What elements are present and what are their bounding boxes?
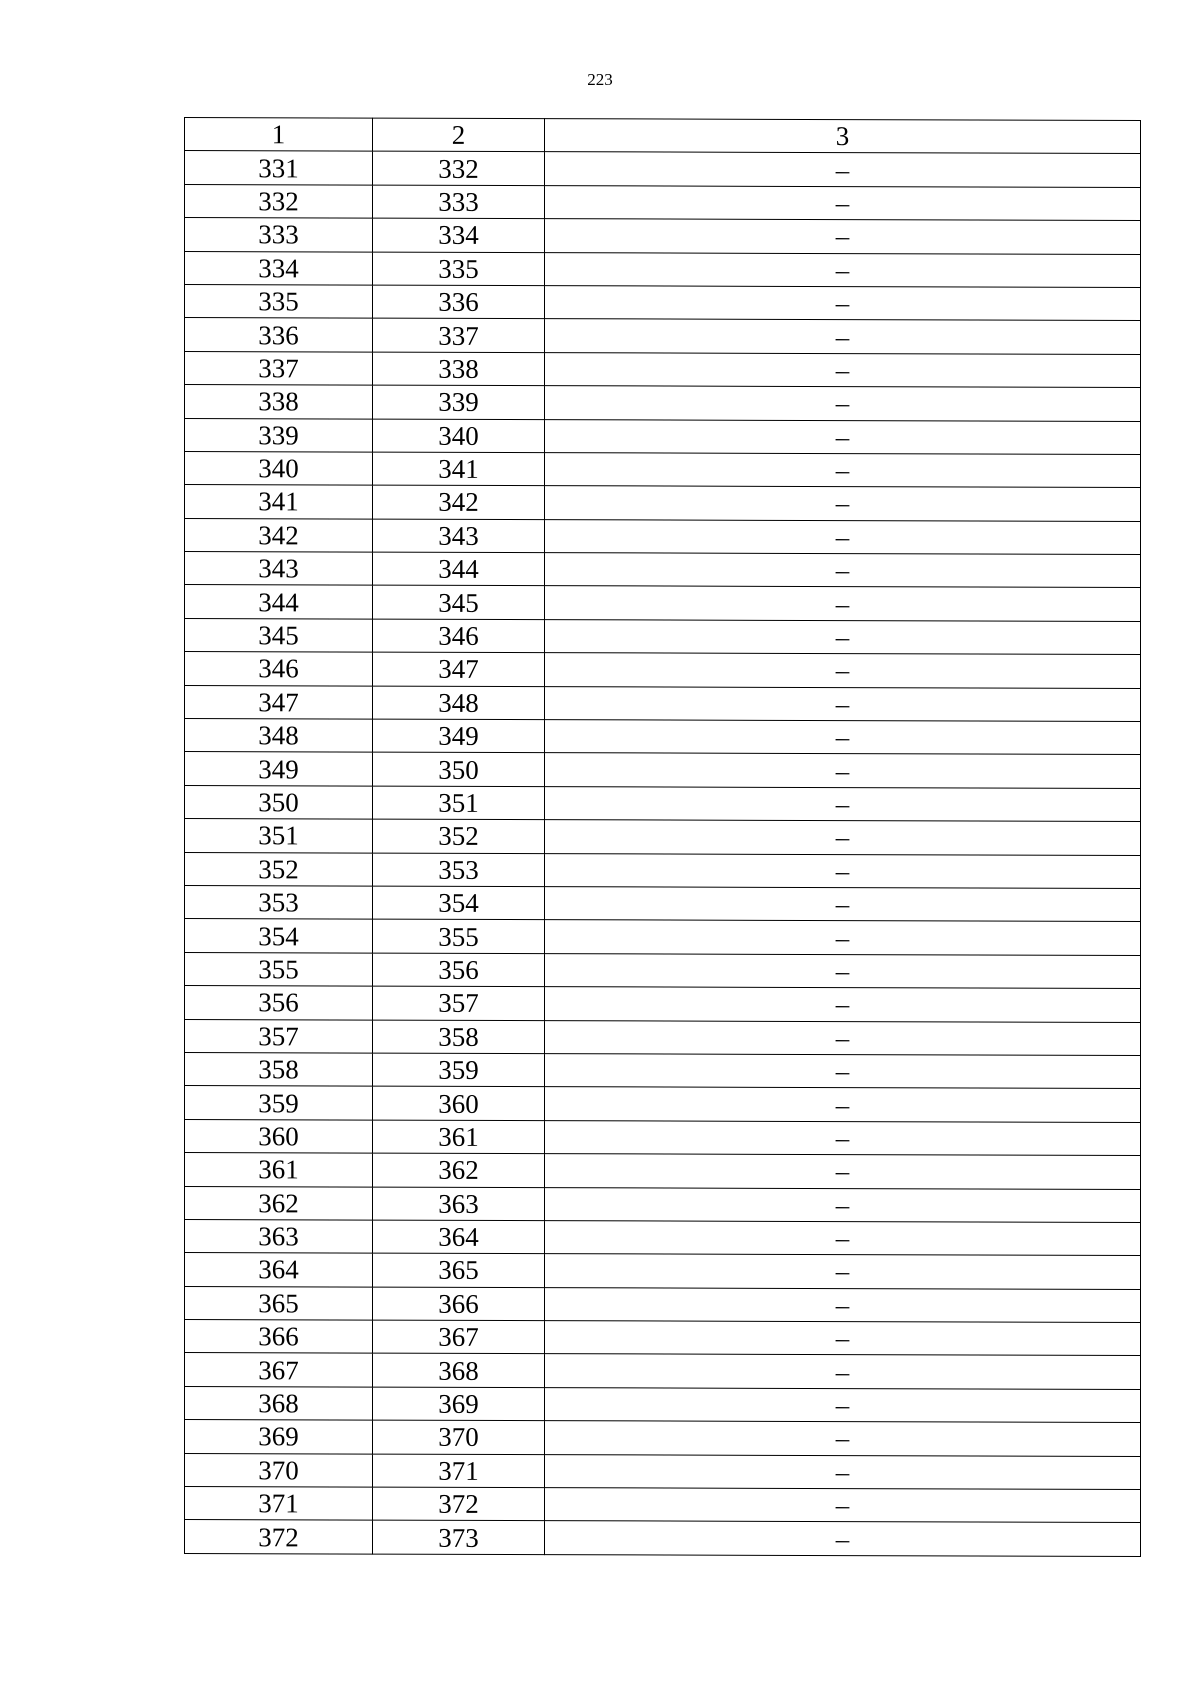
table-cell-col-1: 359 [185,1086,373,1120]
table-row [185,1320,1141,1356]
table-cell-col-3: – [545,1154,1141,1189]
table-cell-col-1: 368 [185,1386,373,1420]
table-cell-col-3: – [545,820,1141,855]
table-cell-col-2: 361 [373,1120,545,1154]
table-cell-col-3: – [545,219,1141,254]
table-cell-col-2: 346 [373,619,545,653]
table-cell-col-1: 353 [185,885,373,919]
table-cell-col-3: – [545,553,1141,588]
table-row [185,1487,1141,1523]
table-cell-col-3: – [545,1287,1141,1322]
table-cell-col-1: 367 [185,1353,373,1387]
table-cell-col-2: 345 [373,586,545,620]
table-cell-col-2: 354 [373,886,545,920]
table-cell-col-1: 364 [185,1253,373,1287]
table-cell-col-2: 371 [373,1454,545,1488]
header-cell-1: 1 [185,118,373,152]
table-cell-col-1: 366 [185,1320,373,1354]
table-row [185,785,1141,821]
table-cell-col-1: 331 [185,151,373,185]
table-row [185,1253,1141,1289]
table-cell-col-2: 357 [373,986,545,1020]
table-cell-col-2: 341 [373,452,545,486]
table-cell-col-3: – [545,653,1141,688]
header-cell-3: 3 [545,119,1141,154]
table-row [185,1420,1141,1456]
table-cell-col-3: – [545,987,1141,1022]
table-cell-col-2: 356 [373,953,545,987]
table-cell-col-2: 368 [373,1354,545,1388]
table-cell-col-2: 365 [373,1253,545,1287]
table-cell-col-3: – [545,920,1141,955]
table-cell-col-3: – [545,753,1141,788]
table-cell-col-2: 335 [373,252,545,286]
table-cell-col-2: 342 [373,485,545,519]
table-cell-col-3: – [545,419,1141,454]
table-row [185,552,1141,588]
table-cell-col-1: 356 [185,986,373,1020]
table-cell-col-1: 351 [185,819,373,853]
table-row [185,1086,1141,1122]
table-row [185,184,1141,220]
table-cell-col-2: 372 [373,1487,545,1521]
table-cell-col-3: – [545,185,1141,220]
table-cell-col-1: 343 [185,552,373,586]
table-cell-col-1: 336 [185,318,373,352]
table-cell-col-3: – [545,1354,1141,1389]
table-body [185,118,1141,1557]
table-cell-col-1: 363 [185,1219,373,1253]
table-cell-col-3: – [545,853,1141,888]
table-row [185,652,1141,688]
table-row [185,385,1141,421]
table-cell-col-3: – [545,953,1141,988]
table-cell-col-3: – [545,486,1141,521]
table-cell-col-1: 361 [185,1153,373,1187]
table-cell-col-1: 371 [185,1487,373,1521]
table-cell-col-2: 355 [373,919,545,953]
table-cell-col-2: 358 [373,1020,545,1054]
table-cell-col-3: – [545,720,1141,755]
table-cell-col-3: – [545,1254,1141,1289]
table-cell-col-3: – [545,453,1141,488]
table-cell-col-2: 343 [373,519,545,553]
table-cell-col-2: 370 [373,1420,545,1454]
table-cell-col-3: – [545,619,1141,654]
table-cell-col-2: 364 [373,1220,545,1254]
table-cell-col-3: – [545,1488,1141,1523]
table-row [185,318,1141,354]
table-cell-col-2: 362 [373,1153,545,1187]
table-row [185,1386,1141,1422]
table-cell-col-3: – [545,1421,1141,1456]
table-cell-col-3: – [545,1321,1141,1356]
table-cell-col-3: – [545,1054,1141,1089]
table-row [185,1286,1141,1322]
table-cell-col-2: 369 [373,1387,545,1421]
table-cell-col-1: 349 [185,752,373,786]
table-row [185,1052,1141,1088]
table-cell-col-3: – [545,1087,1141,1122]
table-cell-col-3: – [545,1187,1141,1222]
table-header-row [185,118,1141,154]
table-cell-col-3: – [545,786,1141,821]
table-cell-col-3: – [545,252,1141,287]
table-cell-col-3: – [545,519,1141,554]
table-row [185,151,1141,187]
table-cell-col-3: – [545,1120,1141,1155]
table-cell-col-1: 338 [185,385,373,419]
table-cell-col-2: 348 [373,686,545,720]
table-cell-col-3: – [545,1221,1141,1256]
table-cell-col-1: 362 [185,1186,373,1220]
table-cell-col-1: 347 [185,685,373,719]
table-row [185,585,1141,621]
table-cell-col-1: 345 [185,618,373,652]
table-cell-col-3: – [545,1454,1141,1489]
table-cell-col-3: – [545,1521,1141,1556]
table-row [185,518,1141,554]
table-cell-col-1: 342 [185,518,373,552]
table-cell-col-3: – [545,319,1141,354]
table-cell-col-1: 337 [185,351,373,385]
table-row [185,986,1141,1022]
table-cell-col-1: 341 [185,485,373,519]
table-row [185,218,1141,254]
table-cell-col-1: 355 [185,952,373,986]
page-number: 223 [587,70,613,89]
table-row [185,1119,1141,1155]
table-cell-col-2: 344 [373,552,545,586]
table-row [185,351,1141,387]
table-row [185,618,1141,654]
table-cell-col-2: 336 [373,285,545,319]
data-table-container [184,117,1141,1557]
table-cell-col-3: – [545,1387,1141,1422]
table-row [185,1520,1141,1556]
table-row [185,284,1141,320]
table-cell-col-2: 353 [373,853,545,887]
table-row [185,1453,1141,1489]
table-cell-col-2: 333 [373,185,545,219]
table-cell-col-1: 348 [185,719,373,753]
table-cell-col-2: 340 [373,419,545,453]
table-cell-col-1: 350 [185,785,373,819]
data-table [184,117,1141,1557]
table-cell-col-1: 339 [185,418,373,452]
table-row [185,451,1141,487]
table-cell-col-2: 338 [373,352,545,386]
table-cell-col-2: 349 [373,719,545,753]
table-row [185,952,1141,988]
table-cell-col-2: 350 [373,753,545,787]
table-row [185,752,1141,788]
table-cell-col-1: 340 [185,451,373,485]
table-cell-col-2: 360 [373,1086,545,1120]
table-row [185,852,1141,888]
table-cell-col-1: 372 [185,1520,373,1554]
table-cell-col-3: – [545,286,1141,321]
table-cell-col-2: 351 [373,786,545,820]
table-cell-col-2: 337 [373,318,545,352]
table-cell-col-3: – [545,386,1141,421]
table-cell-col-2: 367 [373,1320,545,1354]
table-row [185,685,1141,721]
table-cell-col-3: – [545,1020,1141,1055]
table-cell-col-2: 359 [373,1053,545,1087]
table-row [185,919,1141,955]
table-cell-col-1: 354 [185,919,373,953]
table-cell-col-2: 339 [373,385,545,419]
table-cell-col-2: 363 [373,1187,545,1221]
table-row [185,251,1141,287]
table-cell-col-1: 365 [185,1286,373,1320]
table-row [185,418,1141,454]
table-cell-col-1: 352 [185,852,373,886]
table-cell-col-1: 332 [185,184,373,218]
table-cell-col-1: 370 [185,1453,373,1487]
table-cell-col-3: – [545,586,1141,621]
table-row [185,819,1141,855]
table-row [185,1186,1141,1222]
table-cell-col-1: 357 [185,1019,373,1053]
table-cell-col-1: 346 [185,652,373,686]
table-cell-col-2: 332 [373,151,545,185]
table-cell-col-3: – [545,887,1141,922]
table-row [185,1219,1141,1255]
header-cell-2: 2 [373,118,545,152]
table-row [185,885,1141,921]
table-cell-col-2: 373 [373,1520,545,1554]
table-cell-col-3: – [545,152,1141,187]
table-cell-col-2: 347 [373,652,545,686]
table-row [185,485,1141,521]
table-cell-col-1: 369 [185,1420,373,1454]
table-cell-col-1: 335 [185,284,373,318]
table-cell-col-1: 360 [185,1119,373,1153]
table-cell-col-1: 333 [185,218,373,252]
table-cell-col-3: – [545,352,1141,387]
table-row [185,1353,1141,1389]
table-row [185,1019,1141,1055]
table-cell-col-2: 334 [373,218,545,252]
table-row [185,1153,1141,1189]
table-cell-col-3: – [545,686,1141,721]
table-cell-col-2: 352 [373,819,545,853]
table-cell-col-2: 366 [373,1287,545,1321]
table-row [185,719,1141,755]
table-cell-col-1: 358 [185,1052,373,1086]
table-cell-col-1: 344 [185,585,373,619]
table-cell-col-1: 334 [185,251,373,285]
